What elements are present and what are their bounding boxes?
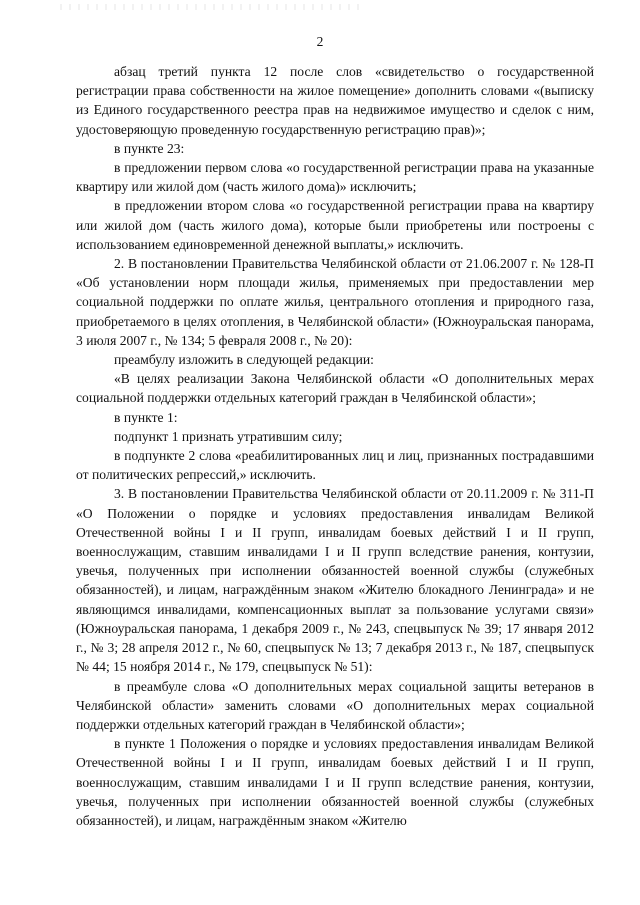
page-number: 2 <box>316 34 324 49</box>
document-body <box>76 62 594 830</box>
paragraph: в пункте 1 Положения о порядке и условиях предоставления инвалидам Великой Отечественной войны I и II групп, инвалидам боевых действий I и II групп, военнослужащим, ставшим инвалидами I и II групп вследствие ранения, контузии, увечья, полученных при исполнении обязанностей военной службы (служебных обязанностей), и лицам, награждённым знаком «Жителю <box>76 736 594 828</box>
paragraph: 3. В постановлении Правительства Челябинской области от 20.11.2009 г. № 311-П «О Положении о порядке и условиях предоставления инвалидам Великой Отечественной войны I и II групп, инвалидам боевых действий I и II групп, военнослужащим, ставшим инвалидами I и II групп вследствие ранения, контузии, увечья, полученных при исполнении обязанностей военной службы (служебных обязанностей), и лицам, награждённым знаком «Жителю блокадного Ленинграда» и не являющимся инвалидами, компенсационных выплат за пользование услугами связи» (Южноуральская панорама, 1 декабря 2009 г., № 243, спецвыпуск № 39; 17 января 2012 г., № 3; 28 апреля 2012 г., № 60, спецвыпуск № 13; 7 декабря 2013 г., № 187, спецвыпуск № 44; 15 ноября 2014 г., № 179, спецвыпуск № 51): <box>76 486 594 675</box>
paragraph: в предложении втором слова «о государственной регистрации права на квартиру или жилой дом (часть жилого дома), которые были приобретены или построены с использованием единовременной денежной выплаты,» исключить. <box>76 198 594 252</box>
paragraph: преамбулу изложить в следующей редакции: <box>114 352 374 368</box>
paragraph: в предложении первом слова «о государственной регистрации права на указанные квартиру или жилой дом (часть жилого дома)» исключить; <box>76 160 594 195</box>
paragraph: в пункте 23: <box>114 140 185 156</box>
scan-artifact <box>60 4 360 10</box>
paragraph: в подпункте 2 слова «реабилитированных лиц и лиц, признанных пострадавшими от политических репрессий,» исключить. <box>76 448 594 483</box>
paragraph: подпункт 1 признать утратившим силу; <box>114 428 343 444</box>
paragraph: 2. В постановлении Правительства Челябинской области от 21.06.2007 г. № 128-П «Об установлении норм площади жилья, применяемых при предоставлении мер социальной поддержки по оплате жилья, центрального отопления и природного газа, приобретаемого в целях отопления, в Челябинской области» (Южноуральская панорама, 3 июля 2007 г., № 134; 5 февраля 2008 г., № 20): <box>76 256 594 348</box>
paragraph: в преамбуле слова «О дополнительных мерах социальной защиты ветеранов в Челябинской области» заменить словами «О дополнительных мерах социальной поддержки отдельных категорий граждан в Челябинской области»; <box>76 678 594 732</box>
paragraph: «В целях реализации Закона Челябинской области «О дополнительных мерах социальной поддержки отдельных категорий граждан в Челябинской области»; <box>76 371 594 406</box>
paragraph: абзац третий пункта 12 после слов «свидетельство о государственной регистрации права собственности на жилое помещение» дополнить словами «(выписку из Единого государственного реестра прав на недвижимое имущество и сделок с ним, удостоверяющую проведенную государственную регистрацию прав)»; <box>76 64 594 137</box>
paragraph: в пункте 1: <box>114 409 178 425</box>
